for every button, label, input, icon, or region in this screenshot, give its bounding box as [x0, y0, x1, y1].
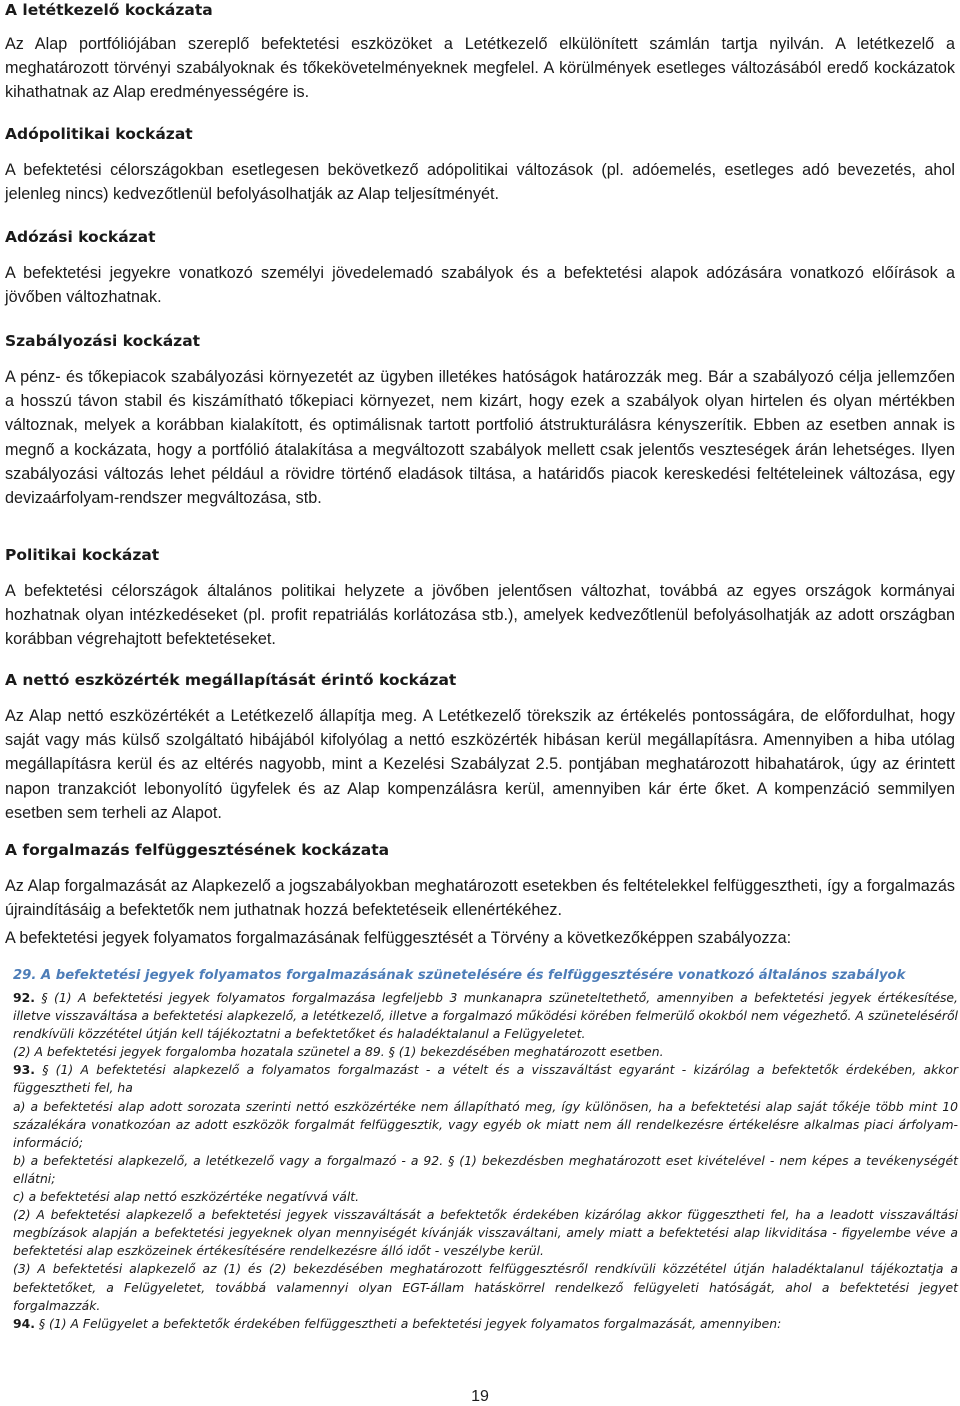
- law-excerpt: [13, 966, 958, 1333]
- law-paragraph: [13, 1043, 958, 1061]
- section-paragraph: Az Alap forgalmazását az Alapkezelő a jogszabályokban meghatározott esetekben és feltételekkel felfüggesztheti, így a forgalmazás újraindításáig a befektetők nem juthatnak hozzá befektetéseik ellenértékéhez.: [5, 877, 955, 920]
- section-paragraph: Az Alap nettó eszközértékét a Letétkezelő állapítja meg. A Letétkezelő törekszik az értékelés pontosságára, de előfordulhat, hogy saját vagy más külső szolgáltató hibájából kifolyólag a nettó eszközérték hibásan kerül megállapításra. Amennyiben a hiba utólag megállapításra kerül és az eltérés nagyobb, mint a Kezelési Szabályzat 2.5. pontjában meghatározott hibahatárok, úgy az érintett napon tranzakciót lebonyolító ügyfelek és az Alap kompenzálásra kerül, amennyiben kár érte őket. A kompenzáció semmilyen esetben sem terheli az Alapot.: [5, 707, 955, 822]
- law-paragraph-number: 93.: [13, 1062, 35, 1078]
- law-paragraph-number: 94.: [13, 1315, 35, 1331]
- law-paragraph-text: § (1) A befektetési jegyek folyamatos forgalmazása legfeljebb 3 munkanapra szüneteltethető, amennyiben a befektetési jegyek értékesítése, illetve visszaváltása a befektetési alapkezelő, a letétkezelő, illetve a forgalmazó működési körében felmerülő okokból nem végezhető. A szüneteléséről rendkívüli közzététel útján kell tájékoztatni a befektetőket és haladéktalanul a Felügyeletet.: [13, 990, 958, 1042]
- page-number: 19: [471, 1388, 489, 1405]
- section-regulatory-risk: [5, 331, 955, 510]
- section-title: Adózási kockázat: [5, 228, 156, 246]
- section-title: A letétkezelő kockázata: [5, 1, 213, 19]
- law-paragraph-number: 92.: [13, 990, 35, 1005]
- section-political-risk: [5, 545, 955, 652]
- law-paragraph: [13, 1152, 958, 1188]
- law-paragraph-text: b) a befektetési alapkezelő, a letétkezelő vagy a forgalmazó - a 92. § (1) bekezdésben meghatározott eset kivételével - nem képes a tevékenységét ellátni;: [13, 1152, 958, 1186]
- section-title: Politikai kockázat: [5, 546, 160, 564]
- section-paragraph: A pénz- és tőkepiacok szabályozási környezetét az ügyben illetékes hatóságok határozzák meg. Bár a szabályozó célja jellemzően a hosszú távon stabil és kiszámítható tőkepiaci környezet, nem kizárt, hogy ezek a szabályok olyan hirtelen és olyan mértékben változnak, melyek a korábban kialakított, és optimálisnak tartott portfolió átstrukturálásra kényszerítik. Ebben az esetben annak is megnő a kockázata, hogy a portfólió átalakítása a megváltozott szabályok mellett csak jelentős veszteségek árán lehetséges. Ilyen szabályozási változás lehet például a rövidre történő eladások tiltása, a határidős piacok kereskedési feltételeinek változása, egy devizaárfolyam-rendszer megváltozása, stb.: [5, 368, 955, 508]
- law-paragraph-text: § (1) A Felügyelet a befektetők érdekében felfüggesztheti a befektetési jegyek folyamatos forgalmazását, amennyiben:: [34, 1315, 782, 1331]
- law-paragraph-text: (2) A befektetési jegyek forgalomba hozatala szünetel a 89. § (1) bekezdésében meghatározott esetben.: [13, 1044, 664, 1060]
- law-paragraph-text: § (1) A befektetési alapkezelő a folyamatos forgalmazást - a vételt és a visszaváltást egyaránt - kizárólag a befektetők érdekében, akkor függesztheti fel, ha: [13, 1062, 958, 1096]
- section-distribution-suspension-risk: [5, 840, 955, 951]
- law-paragraph: [13, 1061, 958, 1097]
- section-nav-determination-risk: [5, 670, 955, 825]
- law-paragraph-text: c) a befektetési alap nettó eszközértéke negatívvá vált.: [13, 1189, 360, 1205]
- section-title: Szabályozási kockázat: [5, 332, 201, 350]
- law-paragraph: [13, 1206, 958, 1260]
- law-paragraph-text: (2) A befektetési alapkezelő a befektetési jegyek visszaváltását a befektetők érdekében kizárólag akkor függesztheti fel, ha a leadott visszaváltási megbízások alapján a befektetési jegyeknek olyan mennyiségét kívánják visszaváltani, amely miatt a befektetési alap likviditása - figyelembe véve a befektetési alap eszközeinek értékesítésére rendelkezésre álló időt - veszélybe kerül.: [13, 1207, 958, 1259]
- law-paragraph: [13, 989, 958, 1043]
- law-paragraph: [13, 1260, 958, 1314]
- section-paragraph: A befektetési célországok általános politikai helyzete a jövőben jelentősen változhat, továbbá az egyes országok kormányai hozhatnak olyan intézkedéseket (pl. profit repatriálás korlátozása stb.), amelyek kedvezőtlenül befolyásolhatják az adott országban korábban végrehajtott befektetéseket.: [5, 582, 955, 649]
- law-paragraph: [13, 1315, 958, 1333]
- law-paragraph: [13, 1098, 958, 1152]
- section-title: A forgalmazás felfüggesztésének kockázata: [5, 841, 390, 859]
- section-paragraph: A befektetési jegyek folyamatos forgalmazásának felfüggesztését a Törvény a következőképpen szabályozza:: [5, 929, 792, 948]
- section-paragraph: A befektetési jegyekre vonatkozó személyi jövedelemadó szabályok és a befektetési alapok adózására vonatkozó előírások a jövőben változhatnak.: [5, 264, 955, 307]
- section-taxation-risk: [5, 227, 955, 309]
- section-title: Adópolitikai kockázat: [5, 125, 193, 143]
- law-paragraph-text: a) a befektetési alap adott sorozata szerinti nettó eszközértéke nem állapítható meg, így különösen, ha a befektetési alap saját tőkéje több mint 10 százalékára vonatkozóan az adott eszközök forgalmát felfüggesztik, vagy egyéb ok miatt nem áll rendelkezésre értékelésre alkalmas piaci árfolyam-információ;: [13, 1098, 958, 1150]
- law-paragraph-text: (3) A befektetési alapkezelő az (1) és (2) bekezdésében meghatározott felfüggesztésről rendkívüli közzététel útján haladéktalanul tájékoztatja a befektetőket, a Felügyeletet, továbbá valamennyi olyan EGT-állam hatáskörrel rendelkező felügyeleti hatóságát, ahol a befektetési jegyet forgalmazzák.: [13, 1261, 958, 1313]
- section-paragraph: A befektetési célországokban esetlegesen bekövetkező adópolitikai változások (pl. adóemelés, esetleges adó bevezetés, ahol jelenleg nincs) kedvezőtlenül befolyásolhatják az Alap teljesítményét.: [5, 161, 955, 204]
- law-excerpt-title: 29. A befektetési jegyek folyamatos forgalmazásának szünetelésére és felfüggesztésére vonatkozó általános szabályok: [13, 968, 906, 983]
- section-tax-policy-risk: [5, 124, 955, 206]
- section-title: A nettó eszközérték megállapítását érintő kockázat: [5, 671, 457, 689]
- section-paragraph: Az Alap portfóliójában szereplő befektetési eszközöket a Letétkezelő elkülönített számlán tartja nyilván. A letétkezelő a meghatározott törvényi szabályoknak és tőkekövetelményeknek megfelel. A körülmények esetleges változásából eredő kockázatok kihathatnak az Alap eredményességére is.: [5, 35, 955, 102]
- section-custodian-risk: [5, 0, 955, 105]
- law-paragraph: [13, 1188, 958, 1206]
